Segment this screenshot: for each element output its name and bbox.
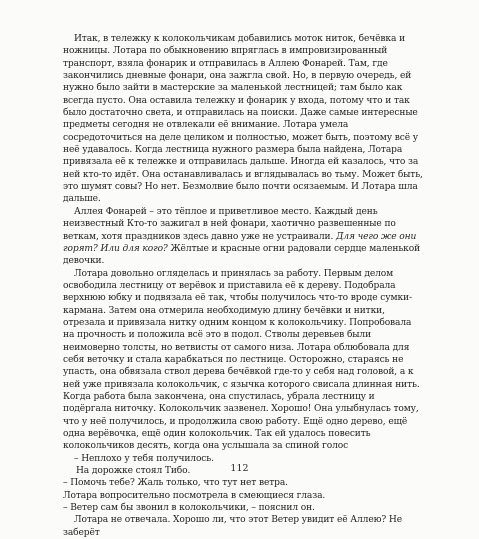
paragraph-2-text-after: Жёлтые и красные огни радовали сердце маленькой девочки. bbox=[63, 243, 421, 267]
paragraph-2 bbox=[63, 206, 423, 268]
paragraph-2-text-before: Аллея Фонарей – это тёплое и приветливое место. Каждый день неизвестный Кто-то зажигал в ней фонари, хаотично развешенные по веткам, хотя праздников здесь давно уже не устраивали. bbox=[63, 206, 396, 242]
paragraph-3: Лотара довольно огляделась и принялась за работу. Первым делом освободила лестницу от верёвок и приставила её к дереву. Подобрала верхнюю юбку и подвязала её так, чтобы получилось что-то вроде сумки-кармана. Затем она отмерила необходимую длину бечёвки и нитки, отрезала и привязала нитку одним концом к колокольчику. Попробовала на прочность и положила всё это в подол. Стволы деревьев были неимоверно толсты, но ветвисты от самого низа. Лотара облюбовала для себя веточку и стала карабкаться по лестнице. Осторожно, стараясь не упасть, она обвязала ствол дерева бечёвкой где-то у себя над головой, а к ней уже привязала колокольчик, с язычка которого свисала длинная нить. Когда работа была закончена, она спустилась, убрала лестницу и подёргала ниточку. Колокольчик зазвенел. Хорошо! Она улыбнулась тому, что у неё получилось, и продолжила свою работу. Ещё одно дерево, ещё одна верёвочка, ещё один колокольчик. Так ей удалось повесить колокольчиков десять, когда она услышала за спиной голос bbox=[63, 268, 420, 452]
narration-line-tibo: На дорожке стоял Тибо. bbox=[76, 466, 191, 477]
paragraph-1: Итак, в тележку к колокольчикам добавились моток ниток, бечёвка и ножницы. Лотара по обыкновению впряглась в импровизированный транспорт, взяла фонарик и отправилась в Аллею Фонарей. Там, где закончились дневные фонари, она зажгла свой. Но, в первую очередь, ей нужно было зайти в мастерские за маленькой лестницей; там было как всегда пусто. Она оставила тележку и фонарик у входа, потому что и так было достаточно света, и отправилась на поиски. Даже самые интересные предметы сегодня не отвлекали её внимание. Лотара умела сосредоточиться на деле целиком и полностью, может быть, поэтому всё у неё удавалось. Когда лестница нужного размера была найдена, Лотара привязала её к тележке и отправилась дальше. Иногда ей казалось, что за ней кто-то идёт. Она останавливалась и вглядывалась во тьму. Может быть, это шумят совы? Но нет. Безмолвие было почти осязаемым. И Лотара шла дальше. bbox=[63, 34, 423, 205]
dialog-line-1: – Неплохо у тебя получилось. bbox=[74, 453, 214, 464]
paragraph-2-italic-question: Для чего же они горят? Или для кого? bbox=[63, 231, 417, 254]
dialog-line-2: – Помочь тебе? Жаль только, что тут нет ветра. bbox=[63, 478, 288, 489]
dialog-line-3: – Ветер сам бы звонил в колокольчики, – пояснил он. bbox=[63, 503, 315, 514]
paragraph-last: Лотара не отвечала. Хорошо ли, что этот Ветер увидит её Аллею? Не заберёт bbox=[63, 515, 402, 538]
page-number: 112 bbox=[230, 463, 249, 474]
narration-line-look: Лотара вопросительно посмотрела в смеющиеся глаза. bbox=[63, 490, 326, 501]
